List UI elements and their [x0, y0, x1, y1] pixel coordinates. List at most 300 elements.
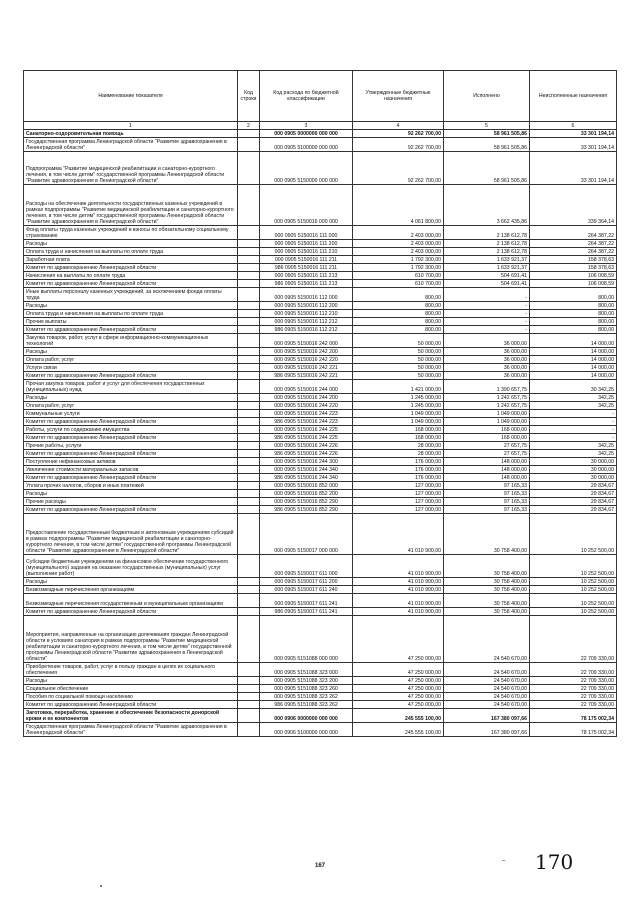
- row-budget-code: 000 0905 5150016 242 221: [260, 364, 353, 372]
- table-row: [24, 663, 617, 677]
- row-remaining: 33 301 194,14: [530, 138, 617, 152]
- table-row: [24, 334, 617, 348]
- row-name: Расходы: [24, 240, 238, 248]
- row-name: Субсидии бюджетным учреждениям на финансовое обеспечение государственного (муниципального) задания на оказание государственных (муниципальных) услуг (выполнение работ): [24, 555, 238, 578]
- row-budget-code: 000 0905 5100000 000 000: [260, 138, 353, 152]
- row-remaining: 78 175 002,34: [530, 709, 617, 723]
- table-row: [24, 466, 617, 474]
- row-name: Оплата работ, услуг: [24, 356, 238, 364]
- row-name: Расходы на обеспечение деятельности государственных казенных учреждений в рамках подпрограммы "Развитие медицинской реабилитации и санаторно-курортного лечения, в том числе детям" государственной программы Ленинградской области "Развитие здравоохранения в Ленинградской области": [24, 185, 238, 226]
- table-row: [24, 685, 617, 693]
- index-cell: 6: [530, 122, 617, 130]
- row-executed: 30 758 400,00: [444, 578, 530, 586]
- index-cell: 4: [353, 122, 444, 130]
- row-remaining: 342,25: [530, 442, 617, 450]
- row-line-code: [238, 458, 260, 466]
- row-name: Комитет по здравоохранению Ленинградской области: [24, 608, 238, 616]
- row-budget-code: 000 0905 5150016 111 210: [260, 248, 353, 256]
- table-row: [24, 482, 617, 490]
- row-approved: 245 555 100,00: [353, 709, 444, 723]
- table-row: [24, 280, 617, 288]
- row-name: Комитет по здравоохранению Ленинградской области: [24, 372, 238, 380]
- table-row: [24, 248, 617, 256]
- row-approved: 28 000,00: [353, 450, 444, 458]
- row-budget-code: 000 0905 5150016 112 200: [260, 302, 353, 310]
- table-row: [24, 608, 617, 616]
- row-remaining: 342,25: [530, 394, 617, 402]
- table-row: [24, 130, 617, 138]
- row-budget-code: 986 0905 5150016 244 225: [260, 434, 353, 442]
- row-approved: 41 010 900,00: [353, 514, 444, 555]
- row-executed: 168 000,00: [444, 434, 530, 442]
- row-approved: 41 010 900,00: [353, 555, 444, 578]
- row-approved: 50 000,00: [353, 356, 444, 364]
- row-name: Комитет по здравоохранению Ленинградской области: [24, 506, 238, 514]
- row-line-code: [238, 240, 260, 248]
- row-budget-code: 000 0905 5150016 244 200: [260, 394, 353, 402]
- row-remaining: 10 252 500,00: [530, 514, 617, 555]
- row-remaining: 10 252 500,00: [530, 578, 617, 586]
- report-document: [23, 70, 616, 737]
- row-budget-code: 000 0905 5150016 111 200: [260, 240, 353, 248]
- index-cell: 1: [24, 122, 238, 130]
- row-executed: 97 165,33: [444, 498, 530, 506]
- row-remaining: 29 834,67: [530, 498, 617, 506]
- table-row: [24, 138, 617, 152]
- row-remaining: 342,25: [530, 402, 617, 410]
- row-line-code: [238, 402, 260, 410]
- row-approved: 245 555 100,00: [353, 723, 444, 737]
- row-approved: 2 403 000,00: [353, 248, 444, 256]
- row-line-code: [238, 138, 260, 152]
- row-budget-code: 986 0905 5150016 244 340: [260, 474, 353, 482]
- table-row: [24, 264, 617, 272]
- table-row: [24, 514, 617, 555]
- row-name: Прочая закупка товаров, работ и услуг для обеспечения государственных (муниципальных) нужд: [24, 380, 238, 394]
- row-budget-code: 000 0905 5150016 112 212: [260, 318, 353, 326]
- row-executed: 97 165,33: [444, 506, 530, 514]
- row-remaining: 800,00: [530, 310, 617, 318]
- row-approved: 47 250 000,00: [353, 616, 444, 663]
- row-line-code: [238, 677, 260, 685]
- row-budget-code: 000 0905 5150017 611 000: [260, 555, 353, 578]
- row-remaining: -: [530, 426, 617, 434]
- table-row: [24, 394, 617, 402]
- table-row: [24, 677, 617, 685]
- row-remaining: 14 000,00: [530, 334, 617, 348]
- row-budget-code: 986 0905 5150016 852 290: [260, 506, 353, 514]
- row-budget-code: 000 0905 5150016 244 300: [260, 458, 353, 466]
- row-approved: 176 000,00: [353, 474, 444, 482]
- row-executed: -: [444, 318, 530, 326]
- row-remaining: 10 252 500,00: [530, 608, 617, 616]
- row-budget-code: 000 0905 5151088 323 262: [260, 693, 353, 701]
- row-name: Предоставление государственным бюджетным и автономным учреждениям субсидий в рамках подпрограммы "Развитие медицинской реабилитации и санаторно-курортного лечения, в том числе детям" государственной программы Ленинградской области "Развитие здравоохранения в Ленинградской области": [24, 514, 238, 555]
- row-budget-code: 000 0905 5151088 323 000: [260, 663, 353, 677]
- table-row: [24, 185, 617, 226]
- row-line-code: [238, 709, 260, 723]
- row-name: Государственная программа Ленинградской области "Развитие здравоохранения в Ленинградской области": [24, 138, 238, 152]
- row-remaining: 22 709 330,00: [530, 693, 617, 701]
- row-remaining: -: [530, 410, 617, 418]
- row-name: Государственная программа Ленинградской области "Развитие здравоохранения в Ленинградской области": [24, 723, 238, 737]
- table-row: [24, 442, 617, 450]
- table-row: [24, 498, 617, 506]
- row-executed: 36 000,00: [444, 356, 530, 364]
- row-name: Комитет по здравоохранению Ленинградской области: [24, 701, 238, 709]
- row-approved: 92 262 700,00: [353, 138, 444, 152]
- row-budget-code: 000 0905 5150017 611 240: [260, 586, 353, 594]
- row-budget-code: 000 0906 5100000 000 000: [260, 723, 353, 737]
- row-line-code: [238, 474, 260, 482]
- row-approved: 92 262 700,00: [353, 130, 444, 138]
- row-remaining: 22 709 330,00: [530, 701, 617, 709]
- row-line-code: [238, 302, 260, 310]
- row-executed: 36 000,00: [444, 364, 530, 372]
- table-row: [24, 402, 617, 410]
- row-line-code: [238, 578, 260, 586]
- row-name: Работы, услуги по содержанию имущества: [24, 426, 238, 434]
- table-row: [24, 356, 617, 364]
- row-name: Услуги связи: [24, 364, 238, 372]
- table-row: [24, 318, 617, 326]
- row-line-code: [238, 288, 260, 302]
- row-approved: 1 245 000,00: [353, 394, 444, 402]
- row-remaining: 106 008,59: [530, 280, 617, 288]
- row-approved: 2 403 000,00: [353, 240, 444, 248]
- row-name: Поступление нефинансовых активов: [24, 458, 238, 466]
- row-remaining: 29 834,67: [530, 490, 617, 498]
- row-executed: 30 758 400,00: [444, 594, 530, 608]
- row-approved: 1 792 300,00: [353, 256, 444, 264]
- row-executed: 2 138 612,78: [444, 226, 530, 240]
- row-name: Оплата труда и начисления на выплаты по оплате труда: [24, 310, 238, 318]
- table-row: [24, 450, 617, 458]
- row-remaining: 264 387,22: [530, 226, 617, 240]
- row-line-code: [238, 394, 260, 402]
- row-executed: 58 961 505,86: [444, 152, 530, 185]
- row-executed: 167 380 097,66: [444, 709, 530, 723]
- row-name: Увеличение стоимости материальных запасов: [24, 466, 238, 474]
- row-line-code: [238, 264, 260, 272]
- row-line-code: [238, 426, 260, 434]
- row-remaining: 30 000,00: [530, 458, 617, 466]
- row-name: Фонд оплаты труда казенных учреждений и взносы по обязательному социальному страхованию: [24, 226, 238, 240]
- row-remaining: -: [530, 434, 617, 442]
- row-approved: 800,00: [353, 302, 444, 310]
- row-remaining: -: [530, 418, 617, 426]
- row-remaining: 800,00: [530, 288, 617, 302]
- row-budget-code: 986 0905 5150016 242 221: [260, 372, 353, 380]
- row-line-code: [238, 418, 260, 426]
- row-budget-code: 000 0905 5150016 111 213: [260, 272, 353, 280]
- table-row: [24, 226, 617, 240]
- sheet-stamp-number: 170: [535, 850, 574, 874]
- row-line-code: [238, 372, 260, 380]
- row-line-code: [238, 356, 260, 364]
- row-line-code: [238, 380, 260, 394]
- table-row: [24, 506, 617, 514]
- row-budget-code: 000 0905 5150017 611 241: [260, 594, 353, 608]
- table-body: [24, 122, 617, 737]
- table-row: [24, 272, 617, 280]
- row-approved: 50 000,00: [353, 372, 444, 380]
- row-line-code: [238, 506, 260, 514]
- row-line-code: [238, 466, 260, 474]
- row-approved: 47 250 000,00: [353, 685, 444, 693]
- row-executed: 24 540 670,00: [444, 701, 530, 709]
- row-executed: 1 390 657,75: [444, 380, 530, 394]
- row-name: Заработная плата: [24, 256, 238, 264]
- row-line-code: [238, 723, 260, 737]
- row-name: Расходы: [24, 677, 238, 685]
- row-approved: 176 000,00: [353, 466, 444, 474]
- row-remaining: 106 008,59: [530, 272, 617, 280]
- row-line-code: [238, 185, 260, 226]
- row-approved: 1 792 300,00: [353, 264, 444, 272]
- row-line-code: [238, 310, 260, 318]
- row-approved: 127 000,00: [353, 498, 444, 506]
- row-budget-code: 000 0905 5151088 323 260: [260, 685, 353, 693]
- row-remaining: 10 252 500,00: [530, 594, 617, 608]
- row-executed: 148 000,00: [444, 466, 530, 474]
- row-executed: 36 000,00: [444, 334, 530, 348]
- row-name: Оплата работ, услуг: [24, 402, 238, 410]
- table-row: [24, 372, 617, 380]
- row-name: Расходы: [24, 394, 238, 402]
- row-approved: 176 000,00: [353, 458, 444, 466]
- row-line-code: [238, 318, 260, 326]
- page-number: 167: [315, 863, 326, 869]
- row-executed: 30 758 400,00: [444, 586, 530, 594]
- row-name: Оплата труда и начисления на выплаты по оплате труда: [24, 248, 238, 256]
- row-remaining: 78 175 002,34: [530, 723, 617, 737]
- row-budget-code: 000 0905 5150016 112 000: [260, 288, 353, 302]
- row-name: Прочие выплаты: [24, 318, 238, 326]
- index-cell: 3: [260, 122, 353, 130]
- row-budget-code: 000 0905 5150000 000 000: [260, 152, 353, 185]
- row-budget-code: 000 0905 5150016 242 000: [260, 334, 353, 348]
- row-remaining: 22 709 330,00: [530, 663, 617, 677]
- row-name: Начисления на выплаты по оплате труда: [24, 272, 238, 280]
- row-remaining: 264 387,22: [530, 240, 617, 248]
- row-executed: 1 049 000,00: [444, 418, 530, 426]
- table-row: [24, 709, 617, 723]
- row-executed: 30 758 400,00: [444, 555, 530, 578]
- table-row: [24, 364, 617, 372]
- row-line-code: [238, 693, 260, 701]
- row-executed: 24 540 670,00: [444, 693, 530, 701]
- row-remaining: 22 709 330,00: [530, 616, 617, 663]
- table-row: [24, 240, 617, 248]
- row-remaining: 22 709 330,00: [530, 677, 617, 685]
- table-row: [24, 701, 617, 709]
- row-approved: 50 000,00: [353, 364, 444, 372]
- row-name: Комитет по здравоохранению Ленинградской области: [24, 434, 238, 442]
- row-executed: 1 242 657,75: [444, 402, 530, 410]
- table-row: [24, 474, 617, 482]
- row-budget-code: 000 0905 5150016 244 225: [260, 426, 353, 434]
- row-approved: 610 700,00: [353, 280, 444, 288]
- row-name: Расходы: [24, 302, 238, 310]
- row-remaining: 30 342,25: [530, 380, 617, 394]
- row-line-code: [238, 616, 260, 663]
- row-executed: 1 049 000,00: [444, 410, 530, 418]
- row-line-code: [238, 434, 260, 442]
- row-line-code: [238, 450, 260, 458]
- table-row: [24, 256, 617, 264]
- table-row: [24, 693, 617, 701]
- table-row: [24, 310, 617, 318]
- row-executed: -: [444, 326, 530, 334]
- row-remaining: 158 378,63: [530, 256, 617, 264]
- row-line-code: [238, 482, 260, 490]
- row-name: Санаторно-оздоровительная помощь: [24, 130, 238, 138]
- row-approved: 127 000,00: [353, 506, 444, 514]
- row-remaining: 30 000,00: [530, 466, 617, 474]
- row-name: Комитет по здравоохранению Ленинградской области: [24, 264, 238, 272]
- row-name: Расходы: [24, 578, 238, 586]
- row-name: Комитет по здравоохранению Ленинградской области: [24, 474, 238, 482]
- row-budget-code: 000 0905 5150016 000 000: [260, 185, 353, 226]
- row-line-code: [238, 280, 260, 288]
- row-line-code: [238, 663, 260, 677]
- row-line-code: [238, 272, 260, 280]
- row-name: Расходы: [24, 490, 238, 498]
- row-line-code: [238, 364, 260, 372]
- row-approved: 4 061 800,00: [353, 185, 444, 226]
- row-executed: 167 380 097,66: [444, 723, 530, 737]
- row-remaining: 14 000,00: [530, 356, 617, 364]
- row-approved: 41 010 900,00: [353, 578, 444, 586]
- table-row: [24, 458, 617, 466]
- row-line-code: [238, 594, 260, 608]
- table-row: [24, 302, 617, 310]
- table-row: [24, 490, 617, 498]
- row-approved: 168 000,00: [353, 434, 444, 442]
- row-line-code: [238, 326, 260, 334]
- row-executed: 1 242 657,75: [444, 394, 530, 402]
- row-approved: 1 049 000,00: [353, 418, 444, 426]
- header-line-code: Код строки: [238, 71, 260, 122]
- row-name: Комитет по здравоохранению Ленинградской области: [24, 326, 238, 334]
- row-budget-code: 000 0905 5150017 611 200: [260, 578, 353, 586]
- row-remaining: 10 252 500,00: [530, 555, 617, 578]
- row-approved: 41 010 900,00: [353, 594, 444, 608]
- row-line-code: [238, 226, 260, 240]
- row-budget-code: 000 0905 5151088 323 200: [260, 677, 353, 685]
- row-approved: 28 000,00: [353, 442, 444, 450]
- table-row: [24, 426, 617, 434]
- row-name: Подпрограмма "Развитие медицинской реабилитации и санаторно-курортного лечения, в том числе детям" государственной программы Ленинградской области "Развитие здравоохранения в Ленинградской области": [24, 152, 238, 185]
- row-name: Комитет по здравоохранению Ленинградской области: [24, 280, 238, 288]
- table-row: [24, 326, 617, 334]
- row-budget-code: 000 0905 5150016 852 000: [260, 482, 353, 490]
- row-executed: 24 540 670,00: [444, 663, 530, 677]
- row-remaining: 30 000,00: [530, 474, 617, 482]
- row-approved: 800,00: [353, 288, 444, 302]
- row-remaining: 22 709 330,00: [530, 685, 617, 693]
- row-executed: 24 540 670,00: [444, 616, 530, 663]
- row-remaining: 158 378,63: [530, 264, 617, 272]
- row-budget-code: 000 0906 0000000 000 000: [260, 709, 353, 723]
- row-line-code: [238, 152, 260, 185]
- row-name: Комитет по здравоохранению Ленинградской области: [24, 418, 238, 426]
- row-approved: 800,00: [353, 326, 444, 334]
- row-executed: 3 662 435,86: [444, 185, 530, 226]
- row-approved: 92 262 700,00: [353, 152, 444, 185]
- row-approved: 47 250 000,00: [353, 701, 444, 709]
- row-approved: 127 000,00: [353, 482, 444, 490]
- row-executed: 58 961 505,86: [444, 138, 530, 152]
- row-budget-code: 000 0905 5150016 244 220: [260, 402, 353, 410]
- table-row: [24, 594, 617, 608]
- row-budget-code: 000 0905 5150016 244 340: [260, 466, 353, 474]
- row-budget-code: 000 0905 5150016 244 226: [260, 442, 353, 450]
- header-name: Наименование показателя: [24, 71, 238, 122]
- table-row: [24, 418, 617, 426]
- row-remaining: 10 252 500,00: [530, 586, 617, 594]
- index-cell: 2: [238, 122, 260, 130]
- row-executed: -: [444, 310, 530, 318]
- row-name: Безвозмездные перечисления государственным и муниципальным организациям: [24, 594, 238, 608]
- row-budget-code: 986 0905 5150016 244 226: [260, 450, 353, 458]
- row-executed: 2 138 612,78: [444, 240, 530, 248]
- row-name: Приобретение товаров, работ, услуг в пользу граждан в целях их социального обеспечения: [24, 663, 238, 677]
- row-budget-code: 000 0905 5150016 111 000: [260, 226, 353, 240]
- row-name: Иные выплаты персоналу казенных учреждений, за исключением фонда оплаты труда: [24, 288, 238, 302]
- table-row: [24, 555, 617, 578]
- row-line-code: [238, 348, 260, 356]
- row-remaining: 33 301 194,14: [530, 152, 617, 185]
- row-remaining: 33 301 194,14: [530, 130, 617, 138]
- table-row: [24, 152, 617, 185]
- row-executed: 27 657,75: [444, 442, 530, 450]
- row-name: Безвозмездные перечисления организациям: [24, 586, 238, 594]
- row-executed: 36 000,00: [444, 372, 530, 380]
- expenditure-table: [23, 70, 617, 737]
- row-budget-code: 000 0905 5150016 242 200: [260, 348, 353, 356]
- row-executed: 30 758 400,00: [444, 514, 530, 555]
- row-line-code: [238, 130, 260, 138]
- row-line-code: [238, 514, 260, 555]
- row-approved: 47 250 000,00: [353, 663, 444, 677]
- row-executed: 58 961 505,86: [444, 130, 530, 138]
- row-approved: 47 250 000,00: [353, 693, 444, 701]
- row-executed: -: [444, 302, 530, 310]
- row-executed: 504 691,41: [444, 280, 530, 288]
- index-cell: 5: [444, 122, 530, 130]
- header-approved: Утвержденные бюджетные назначения: [353, 71, 444, 122]
- row-executed: 148 000,00: [444, 474, 530, 482]
- row-remaining: 342,25: [530, 450, 617, 458]
- table-row: [24, 616, 617, 663]
- row-executed: 2 138 612,78: [444, 248, 530, 256]
- row-executed: 97 165,33: [444, 490, 530, 498]
- row-name: Комитет по здравоохранению Ленинградской области: [24, 450, 238, 458]
- row-executed: 1 633 921,37: [444, 264, 530, 272]
- row-name: Коммунальные услуги: [24, 410, 238, 418]
- row-budget-code: 000 0905 5150016 244 223: [260, 410, 353, 418]
- row-name: Заготовка, переработка, хранение и обеспечение безопасности донорской крови и ее компонентов: [24, 709, 238, 723]
- row-budget-code: 986 0905 5150016 111 213: [260, 280, 353, 288]
- row-executed: 36 000,00: [444, 348, 530, 356]
- row-executed: 148 000,00: [444, 458, 530, 466]
- row-budget-code: 000 0905 0000000 000 000: [260, 130, 353, 138]
- row-budget-code: 986 0905 5151088 323 262: [260, 701, 353, 709]
- row-line-code: [238, 490, 260, 498]
- row-remaining: 29 834,67: [530, 506, 617, 514]
